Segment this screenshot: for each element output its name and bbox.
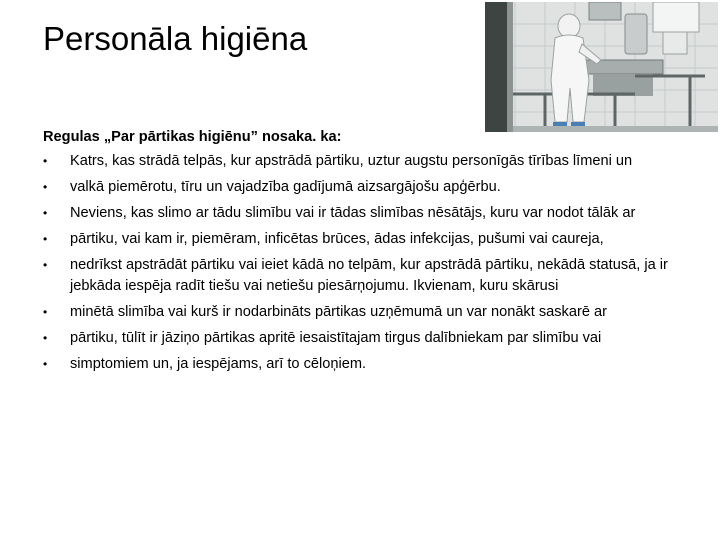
- regulation-bullet-list: [43, 151, 683, 380]
- intro-text: Regulas „Par pārtikas higiēnu” nosaka. ka:: [43, 129, 342, 145]
- bullet-icon: •: [43, 232, 48, 246]
- bullet-item: [43, 328, 683, 349]
- bullet-item: [43, 229, 683, 250]
- bullet-icon: •: [43, 305, 48, 319]
- bullet-text: pārtiku, tūlīt ir jāziņo pārtikas apritē iesaistītajam tirgus dalībniekam par slimību vai: [70, 330, 602, 346]
- bullet-icon: •: [43, 258, 48, 272]
- bullet-item: [43, 203, 683, 224]
- photo-illustration: [485, 2, 718, 132]
- bullet-text: valkā piemērotu, tīru un vajadzība gadījumā aizsargājošu apģērbu.: [70, 179, 501, 195]
- bullet-icon: •: [43, 154, 48, 168]
- bullet-item: [43, 302, 683, 323]
- bullet-text: nedrīkst apstrādāt pārtiku vai ieiet kādā no telpām, kur apstrādā pārtiku, nekādā statusā, ja ir jebkāda iespēja radīt tiešu vai netiešu piesārņojumu. Ikvienam, kuru skārusi: [70, 257, 668, 294]
- bullet-icon: •: [43, 331, 48, 345]
- bullet-item: [43, 255, 683, 297]
- bullet-item: [43, 151, 683, 172]
- bullet-text: pārtiku, vai kam ir, piemēram, inficētas brūces, ādas infekcijas, pušumi vai caureja,: [70, 231, 604, 247]
- bullet-icon: •: [43, 357, 48, 371]
- bullet-text: Neviens, kas slimo ar tādu slimību vai ir tādas slimības nēsātājs, kuru var nodot tālāk ar: [70, 205, 636, 221]
- bullet-icon: •: [43, 180, 48, 194]
- bullet-item: [43, 177, 683, 198]
- hygiene-photo: [485, 2, 718, 132]
- bullet-text: minētā slimība vai kurš ir nodarbināts pārtikas uzņēmumā un var nonākt saskarē ar: [70, 304, 607, 320]
- bullet-text: simptomiem un, ja iespējams, arī to cēloņiem.: [70, 356, 367, 372]
- slide-title: Personāla higiēna: [43, 20, 308, 57]
- bullet-item: [43, 354, 683, 375]
- bullet-icon: •: [43, 206, 48, 220]
- bullet-text: Katrs, kas strādā telpās, kur apstrādā pārtiku, uztur augstu personīgās tīrības līmeni un: [70, 153, 633, 169]
